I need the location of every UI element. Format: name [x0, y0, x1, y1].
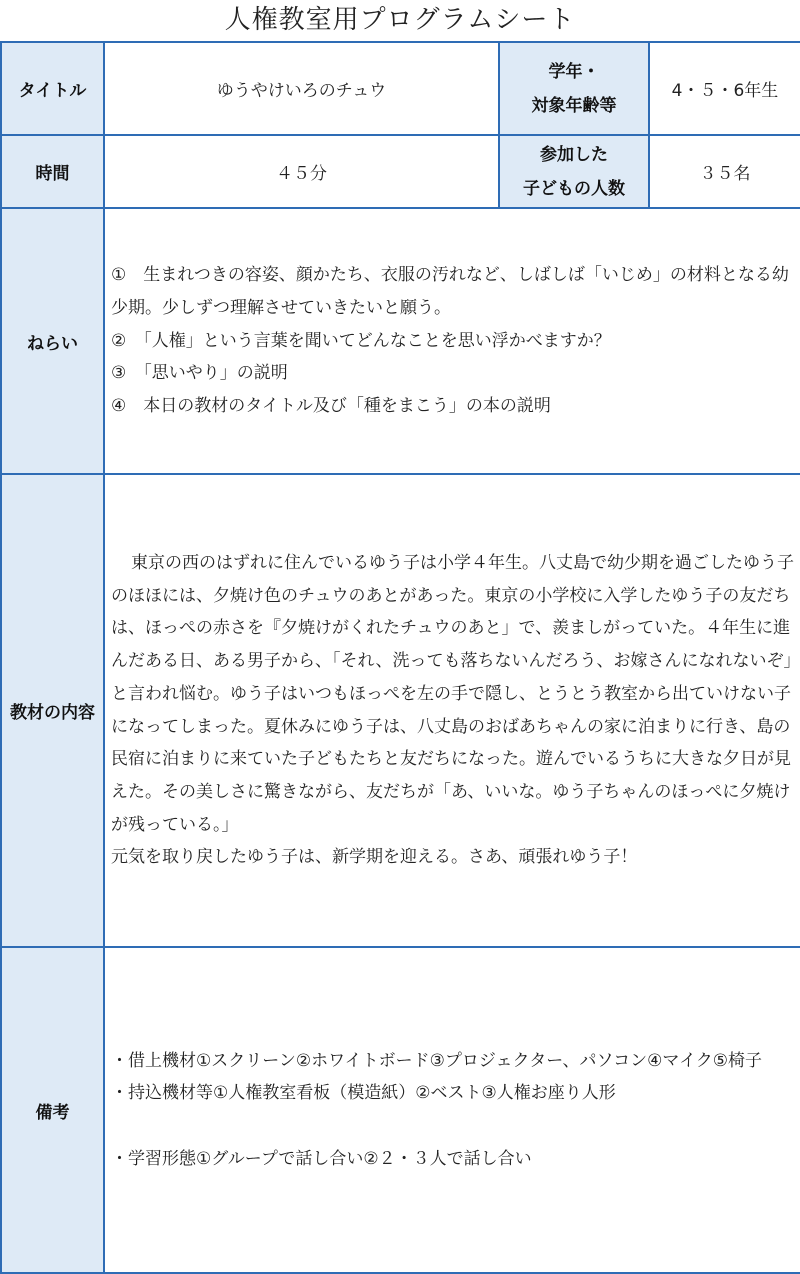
program-sheet-table [0, 41, 800, 1274]
aim-label: ねらい [1, 208, 104, 474]
title-label: タイトル [1, 42, 104, 135]
participants-label-line-2: 子どもの人数 [523, 178, 625, 199]
participants-label [499, 135, 649, 208]
aim-item: ③ 「思いやり」の説明 [111, 363, 288, 384]
grade-value: 4・５・6年生 [649, 42, 800, 135]
content-paragraph [111, 547, 794, 841]
remarks-row [1, 947, 800, 1273]
remarks-line [111, 1110, 794, 1143]
sheet-title: 人権教室用プログラムシート [224, 5, 576, 35]
participants-value: ３５名 [649, 135, 800, 208]
content-row [1, 474, 800, 947]
title-value: ゆうやけいろのチュウ [104, 42, 499, 135]
remarks-line: ・借上機材①スクリーン②ホワイトボード③プロジェクター、パソコン④マイク⑤椅子 [111, 1050, 762, 1071]
aim-item: ④ 本日の教材のタイトル及び「種をまこう」の本の説明 [111, 396, 551, 417]
time-label: 時間 [1, 135, 104, 208]
remarks-line: ・学習形態①グループで話し合い②２・３人で話し合い [111, 1148, 532, 1169]
content-paragraph: 元気を取り戻したゆう子は、新学期を迎える。さあ、頑張れゆう子！ [111, 847, 638, 868]
time-value: ４５分 [104, 135, 499, 208]
title-row [1, 42, 800, 135]
aim-item: ② 「人権」という言葉を聞いてどんなことを思い浮かべますか？ [111, 330, 611, 351]
content-label: 教材の内容 [1, 474, 104, 947]
grade-label-line-1: 学年・ [548, 61, 600, 82]
participants-label-line-1: 参加した [540, 144, 608, 165]
aim-item: ① 生まれつきの容姿、顔かたち、衣服の汚れなど、しばしば「いじめ」の材料となる幼少期。少しずつ理解させていきたいと願う。 [111, 265, 789, 318]
grade-label [499, 42, 649, 135]
content-body [104, 474, 800, 947]
aim-row [1, 208, 800, 474]
aim-body [104, 208, 800, 474]
grade-label-line-2: 対象年齢等 [531, 95, 617, 116]
remarks-body [104, 947, 800, 1273]
content-paragraph-text: 東京の西のはずれに住んでいるゆう子は小学４年生。八丈島で幼少期を過ごしたゆう子のほほには、夕焼け色のチュウのあとがあった。東京の小学校に入学したゆう子の友だちは、ほっぺの赤さを『夕焼けがくれたチュウのあと」で、羨ましがっていた。４年生に進んだある日、ある男子から、「それ、洗っても落ちないんだろう、お嫁さんになれないぞ」と言われ悩む。ゆう子はいつもほっぺを左の手で隠し、とうとう教室から出ていけない子になってしまった。夏休みにゆう子は、八丈島のおばあちゃんの家に泊まりに行き、島の民宿に泊まりに来ていた子どもたちと友だちになった。遊んでいるうちに大きな夕日が見えた。その美しさに驚きながら、友だちが「あ、いいな。ゆう子ちゃんのほっぺに夕焼けが残っている。」 [111, 552, 794, 835]
remarks-line: ・持込機材等①人権教室看板（模造紙）②ベスト③人権お座り人形 [111, 1083, 616, 1104]
remarks-label: 備考 [1, 947, 104, 1273]
time-row [1, 135, 800, 208]
